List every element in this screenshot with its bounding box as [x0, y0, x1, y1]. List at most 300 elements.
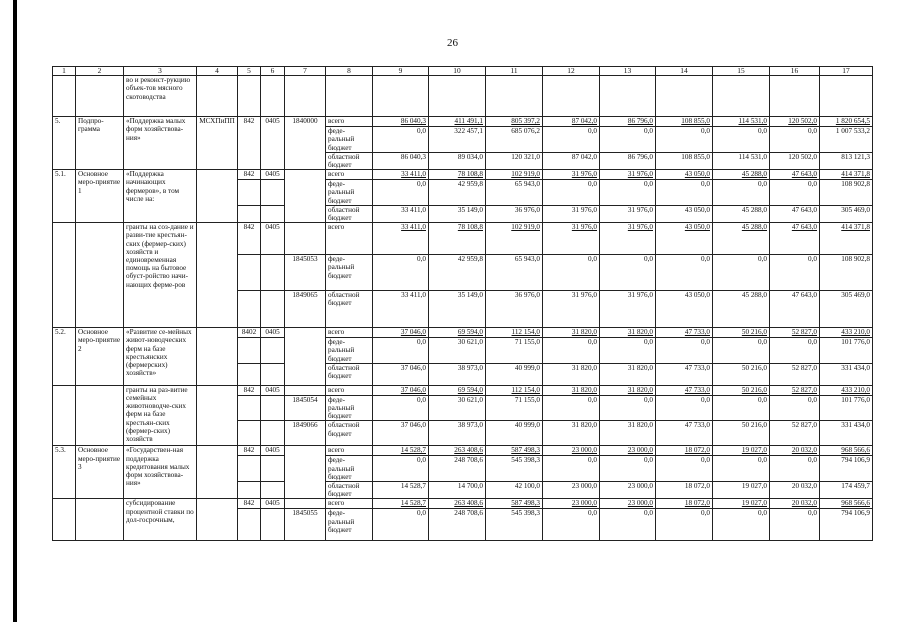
- funding-source: всего: [326, 446, 373, 456]
- amount-cell: 248 708,6: [429, 456, 486, 482]
- amount-cell: 0,0: [713, 395, 770, 421]
- amount-cell: 0,0: [373, 395, 429, 421]
- amount-cell: 108 902,8: [820, 255, 873, 291]
- amount-cell: 545 398,3: [486, 456, 543, 482]
- amount-cell: 42 959,8: [429, 180, 486, 206]
- page-number: 26: [447, 37, 458, 49]
- amount-cell: 414 371,8: [820, 223, 873, 255]
- amount-cell: 52 827,0: [770, 421, 820, 446]
- amount-cell: 108 855,0: [656, 152, 713, 169]
- amount-cell: 14 528,7: [373, 482, 429, 499]
- amount-cell: 23 000,0: [600, 446, 656, 456]
- amount-cell: 31 976,0: [543, 205, 600, 222]
- code-csr: 1849065: [285, 291, 326, 328]
- amount-cell: 45 288,0: [713, 205, 770, 222]
- amount-cell: 31 976,0: [543, 223, 600, 255]
- amount-cell: 331 434,0: [820, 363, 873, 385]
- amount-cell: 20 032,0: [770, 446, 820, 456]
- amount-cell: 0,0: [600, 255, 656, 291]
- funding-source: феде-ральный бюджет: [326, 180, 373, 206]
- continued-text: во и реконст-рукцию объек-тов мясного скотоводства: [124, 76, 197, 117]
- amount-cell: 47 733,0: [656, 363, 713, 385]
- amount-cell: 31 976,0: [600, 170, 656, 180]
- amount-cell: 0,0: [543, 338, 600, 364]
- amount-cell: 0,0: [373, 509, 429, 541]
- code-csr: 1840000: [285, 117, 326, 170]
- funding-source: областной бюджет: [326, 291, 373, 328]
- code-rzpr: 0405: [261, 446, 285, 456]
- row-name: гранты на раз-витие семейных животноводче-ских ферм на базе крестьян-ских (фермер-ских) хозяйств: [124, 385, 197, 446]
- amount-cell: 322 457,1: [429, 127, 486, 153]
- amount-cell: 0,0: [600, 127, 656, 153]
- row-executor: МСХПиПП: [197, 117, 238, 170]
- amount-cell: 43 050,0: [656, 170, 713, 180]
- amount-cell: 968 566,6: [820, 499, 873, 509]
- code-csr: [285, 385, 326, 395]
- amount-cell: 35 149,0: [429, 291, 486, 328]
- amount-cell: 112 154,0: [486, 328, 543, 338]
- amount-cell: 433 210,0: [820, 385, 873, 395]
- code-rzpr-empty: [261, 205, 285, 222]
- amount-cell: 14 700,0: [429, 482, 486, 499]
- amount-cell: 31 820,0: [600, 328, 656, 338]
- amount-cell: 411 491,1: [429, 117, 486, 127]
- code-grbs-empty: [238, 255, 261, 291]
- column-header-6: 6: [261, 67, 285, 76]
- column-header-3: 3: [124, 67, 197, 76]
- funding-source: феде-ральный бюджет: [326, 338, 373, 364]
- amount-cell: 248 708,6: [429, 509, 486, 541]
- row-number: 5.1.: [53, 170, 76, 223]
- amount-cell: 47 733,0: [656, 328, 713, 338]
- code-csr: [285, 170, 326, 223]
- row-name: субсидирование процентной ставки по дол-госрочным,: [124, 499, 197, 541]
- amount-cell: 0,0: [656, 456, 713, 482]
- amount-cell: 52 827,0: [770, 363, 820, 385]
- code-grbs-empty: [238, 421, 261, 446]
- amount-cell: 33 411,0: [373, 205, 429, 222]
- code-grbs-empty: [238, 180, 261, 206]
- amount-cell: 45 288,0: [713, 291, 770, 328]
- amount-cell: 685 076,2: [486, 127, 543, 153]
- amount-cell: 0,0: [373, 338, 429, 364]
- amount-cell: 0,0: [600, 395, 656, 421]
- amount-cell: 31 820,0: [543, 328, 600, 338]
- amount-cell: 813 121,3: [820, 152, 873, 169]
- code-rzpr-empty: [261, 180, 285, 206]
- amount-cell: 40 999,0: [486, 421, 543, 446]
- amount-cell: 89 034,0: [429, 152, 486, 169]
- column-header-2: 2: [76, 67, 124, 76]
- amount-cell: 65 943,0: [486, 180, 543, 206]
- row-number: [53, 223, 76, 328]
- amount-cell: 0,0: [373, 456, 429, 482]
- amount-cell: 101 776,0: [820, 395, 873, 421]
- amount-cell: 0,0: [770, 180, 820, 206]
- code-grbs-empty: [238, 205, 261, 222]
- amount-cell: 805 397,2: [486, 117, 543, 127]
- funding-source: всего: [326, 385, 373, 395]
- code-grbs: 842: [238, 446, 261, 456]
- amount-cell: 120 321,0: [486, 152, 543, 169]
- table-body: [53, 67, 873, 541]
- amount-cell: 42 100,0: [486, 482, 543, 499]
- amount-cell: 0,0: [373, 180, 429, 206]
- code-grbs-empty: [238, 338, 261, 364]
- funding-source: областной бюджет: [326, 205, 373, 222]
- amount-cell: 37 046,0: [373, 421, 429, 446]
- amount-cell: 33 411,0: [373, 291, 429, 328]
- amount-cell: 0,0: [713, 338, 770, 364]
- amount-cell: 50 216,0: [713, 328, 770, 338]
- column-header-12: 12: [543, 67, 600, 76]
- table-row: [53, 223, 873, 255]
- amount-cell: 87 042,0: [543, 117, 600, 127]
- amount-cell: 587 498,3: [486, 499, 543, 509]
- row-executor: [197, 499, 238, 541]
- code-rzpr: 0405: [261, 499, 285, 509]
- amount-cell: 0,0: [656, 338, 713, 364]
- code-csr: [285, 446, 326, 499]
- funding-source: феде-ральный бюджет: [326, 456, 373, 482]
- code-rzpr-empty: [261, 456, 285, 482]
- amount-cell: 36 976,0: [486, 291, 543, 328]
- funding-source: всего: [326, 499, 373, 509]
- table-row: [53, 328, 873, 338]
- amount-cell: 0,0: [600, 338, 656, 364]
- amount-cell: 305 469,0: [820, 291, 873, 328]
- row-number: [53, 385, 76, 446]
- amount-cell: 31 820,0: [600, 363, 656, 385]
- amount-cell: 47 643,0: [770, 291, 820, 328]
- amount-cell: 0,0: [543, 180, 600, 206]
- amount-cell: 0,0: [713, 127, 770, 153]
- amount-cell: 45 288,0: [713, 223, 770, 255]
- amount-cell: 18 072,0: [656, 499, 713, 509]
- amount-cell: 50 216,0: [713, 363, 770, 385]
- amount-cell: 31 976,0: [600, 291, 656, 328]
- amount-cell: 14 528,7: [373, 446, 429, 456]
- amount-cell: 35 149,0: [429, 205, 486, 222]
- column-header-13: 13: [600, 67, 656, 76]
- amount-cell: 71 155,0: [486, 395, 543, 421]
- code-rzpr: 0405: [261, 223, 285, 255]
- code-grbs-empty: [238, 363, 261, 385]
- code-grbs-empty: [238, 482, 261, 499]
- amount-cell: 0,0: [770, 456, 820, 482]
- row-executor: [197, 385, 238, 446]
- code-grbs: 842: [238, 223, 261, 255]
- amount-cell: 86 796,0: [600, 117, 656, 127]
- amount-cell: 794 106,9: [820, 509, 873, 541]
- row-type: [76, 499, 124, 541]
- amount-cell: 47 733,0: [656, 421, 713, 446]
- row-executor: [197, 446, 238, 499]
- amount-cell: 78 108,8: [429, 170, 486, 180]
- amount-cell: 1 007 533,2: [820, 127, 873, 153]
- amount-cell: 47 643,0: [770, 205, 820, 222]
- amount-cell: 43 050,0: [656, 291, 713, 328]
- code-csr: 1845053: [285, 255, 326, 291]
- amount-cell: 0,0: [543, 456, 600, 482]
- amount-cell: 31 820,0: [543, 421, 600, 446]
- amount-cell: 71 155,0: [486, 338, 543, 364]
- amount-cell: 47 643,0: [770, 223, 820, 255]
- amount-cell: 50 216,0: [713, 385, 770, 395]
- amount-cell: 20 032,0: [770, 482, 820, 499]
- amount-cell: 0,0: [770, 338, 820, 364]
- row-name: «Поддержка начинающих фермеров», в том числе на:: [124, 170, 197, 223]
- table-row: [53, 499, 873, 509]
- funding-source: всего: [326, 328, 373, 338]
- row-name: «Государствен-ная поддержка кредитования малых форм хозяйствова-ния»: [124, 446, 197, 499]
- code-grbs-empty: [238, 456, 261, 482]
- amount-cell: 120 502,0: [770, 152, 820, 169]
- amount-cell: 43 050,0: [656, 223, 713, 255]
- amount-cell: 43 050,0: [656, 205, 713, 222]
- code-csr: [285, 328, 326, 386]
- amount-cell: 545 398,3: [486, 509, 543, 541]
- row-type: Основное меро-приятие 3: [76, 446, 124, 499]
- amount-cell: 108 902,8: [820, 180, 873, 206]
- amount-cell: 1 820 654,5: [820, 117, 873, 127]
- code-grbs: 8402: [238, 328, 261, 338]
- code-rzpr: 0405: [261, 328, 285, 338]
- amount-cell: 23 000,0: [543, 446, 600, 456]
- amount-cell: 174 459,7: [820, 482, 873, 499]
- funding-source: всего: [326, 170, 373, 180]
- funding-source: областной бюджет: [326, 421, 373, 446]
- amount-cell: 37 046,0: [373, 385, 429, 395]
- amount-cell: 0,0: [543, 127, 600, 153]
- amount-cell: 0,0: [770, 509, 820, 541]
- funding-source: всего: [326, 117, 373, 127]
- amount-cell: 305 469,0: [820, 205, 873, 222]
- code-grbs: 842: [238, 499, 261, 509]
- code-csr: [285, 499, 326, 509]
- column-header-4: 4: [197, 67, 238, 76]
- amount-cell: 40 999,0: [486, 363, 543, 385]
- code-csr: 1845055: [285, 509, 326, 541]
- amount-cell: 37 046,0: [373, 363, 429, 385]
- amount-cell: 69 594,0: [429, 385, 486, 395]
- budget-table: [52, 66, 873, 541]
- code-rzpr: 0405: [261, 117, 285, 170]
- code-grbs-empty: [238, 395, 261, 421]
- amount-cell: 50 216,0: [713, 421, 770, 446]
- code-grbs: 842: [238, 117, 261, 170]
- column-header-15: 15: [713, 67, 770, 76]
- funding-source: феде-ральный бюджет: [326, 127, 373, 153]
- amount-cell: 18 072,0: [656, 446, 713, 456]
- amount-cell: 23 000,0: [543, 482, 600, 499]
- row-executor: [197, 328, 238, 386]
- row-type: Подпро-грамма: [76, 117, 124, 170]
- binder-edge: [13, 0, 17, 622]
- code-rzpr-empty: [261, 363, 285, 385]
- amount-cell: 31 976,0: [600, 205, 656, 222]
- amount-cell: 0,0: [656, 395, 713, 421]
- amount-cell: 433 210,0: [820, 328, 873, 338]
- amount-cell: 263 408,6: [429, 499, 486, 509]
- row-name: «Поддержка малых форм хозяйствова-ния»: [124, 117, 197, 170]
- amount-cell: 0,0: [543, 255, 600, 291]
- amount-cell: 38 973,0: [429, 363, 486, 385]
- amount-cell: 331 434,0: [820, 421, 873, 446]
- code-grbs: 842: [238, 385, 261, 395]
- amount-cell: 19 027,0: [713, 499, 770, 509]
- amount-cell: 102 919,0: [486, 223, 543, 255]
- amount-cell: 0,0: [656, 509, 713, 541]
- amount-cell: 0,0: [543, 509, 600, 541]
- amount-cell: 0,0: [373, 255, 429, 291]
- code-grbs-empty: [238, 291, 261, 328]
- amount-cell: 78 108,8: [429, 223, 486, 255]
- amount-cell: 31 976,0: [543, 170, 600, 180]
- amount-cell: 30 621,0: [429, 395, 486, 421]
- amount-cell: 0,0: [656, 255, 713, 291]
- code-rzpr-empty: [261, 482, 285, 499]
- amount-cell: 86 796,0: [600, 152, 656, 169]
- row-type: Основное меро-приятие 2: [76, 328, 124, 386]
- amount-cell: 0,0: [600, 456, 656, 482]
- column-header-9: 9: [373, 67, 429, 76]
- amount-cell: 794 106,9: [820, 456, 873, 482]
- funding-source: областной бюджет: [326, 363, 373, 385]
- code-rzpr: 0405: [261, 170, 285, 180]
- code-csr: 1845054: [285, 395, 326, 421]
- amount-cell: 114 531,0: [713, 117, 770, 127]
- amount-cell: 30 621,0: [429, 338, 486, 364]
- amount-cell: 52 827,0: [770, 328, 820, 338]
- code-rzpr-empty: [261, 509, 285, 541]
- code-grbs-empty: [238, 509, 261, 541]
- row-type: [76, 385, 124, 446]
- row-number: [53, 499, 76, 541]
- amount-cell: 112 154,0: [486, 385, 543, 395]
- funding-source: феде-ральный бюджет: [326, 255, 373, 291]
- table-row: [53, 170, 873, 180]
- row-executor: [197, 223, 238, 328]
- amount-cell: 86 040,3: [373, 152, 429, 169]
- amount-cell: 38 973,0: [429, 421, 486, 446]
- amount-cell: 65 943,0: [486, 255, 543, 291]
- amount-cell: 968 566,6: [820, 446, 873, 456]
- row-number: 5.: [53, 117, 76, 170]
- amount-cell: 33 411,0: [373, 223, 429, 255]
- amount-cell: 108 855,0: [656, 117, 713, 127]
- continued-row: [53, 76, 873, 117]
- funding-source: областной бюджет: [326, 152, 373, 169]
- amount-cell: 23 000,0: [600, 482, 656, 499]
- row-number: 5.2.: [53, 328, 76, 386]
- table-row: [53, 446, 873, 456]
- code-rzpr-empty: [261, 421, 285, 446]
- amount-cell: 101 776,0: [820, 338, 873, 364]
- column-header-8: 8: [326, 67, 373, 76]
- amount-cell: 87 042,0: [543, 152, 600, 169]
- amount-cell: 86 040,3: [373, 117, 429, 127]
- amount-cell: 0,0: [713, 509, 770, 541]
- column-header-5: 5: [238, 67, 261, 76]
- amount-cell: 37 046,0: [373, 328, 429, 338]
- code-rzpr-empty: [261, 291, 285, 328]
- amount-cell: 120 502,0: [770, 117, 820, 127]
- column-header-11: 11: [486, 67, 543, 76]
- amount-cell: 14 528,7: [373, 499, 429, 509]
- column-header-17: 17: [820, 67, 873, 76]
- amount-cell: 52 827,0: [770, 385, 820, 395]
- amount-cell: 33 411,0: [373, 170, 429, 180]
- amount-cell: 31 820,0: [543, 363, 600, 385]
- amount-cell: 414 371,8: [820, 170, 873, 180]
- amount-cell: 0,0: [770, 127, 820, 153]
- amount-cell: 45 288,0: [713, 170, 770, 180]
- amount-cell: 0,0: [713, 180, 770, 206]
- code-rzpr: 0405: [261, 385, 285, 395]
- column-header-1: 1: [53, 67, 76, 76]
- amount-cell: 0,0: [656, 127, 713, 153]
- amount-cell: 19 027,0: [713, 446, 770, 456]
- amount-cell: 31 820,0: [543, 385, 600, 395]
- funding-source: всего: [326, 223, 373, 255]
- amount-cell: 0,0: [600, 509, 656, 541]
- amount-cell: 23 000,0: [600, 499, 656, 509]
- amount-cell: 0,0: [600, 180, 656, 206]
- amount-cell: 18 072,0: [656, 482, 713, 499]
- column-number-row: [53, 67, 873, 76]
- column-header-7: 7: [285, 67, 326, 76]
- row-name: гранты на соз-дание и разви-тие крестьян-ских (фермер-ских) хозяйств и единовременная помощь на бытовое обуст-ройство начи-нающих ферме-ров: [124, 223, 197, 328]
- amount-cell: 69 594,0: [429, 328, 486, 338]
- amount-cell: 31 976,0: [600, 223, 656, 255]
- code-rzpr-empty: [261, 255, 285, 291]
- amount-cell: 102 919,0: [486, 170, 543, 180]
- row-type: Основное меро-приятие 1: [76, 170, 124, 223]
- amount-cell: 42 959,8: [429, 255, 486, 291]
- amount-cell: 31 820,0: [600, 385, 656, 395]
- funding-source: феде-ральный бюджет: [326, 509, 373, 541]
- amount-cell: 36 976,0: [486, 205, 543, 222]
- amount-cell: 0,0: [373, 127, 429, 153]
- code-csr: [285, 223, 326, 255]
- amount-cell: 0,0: [770, 395, 820, 421]
- amount-cell: 0,0: [770, 255, 820, 291]
- amount-cell: 0,0: [713, 255, 770, 291]
- amount-cell: 19 027,0: [713, 482, 770, 499]
- amount-cell: 0,0: [656, 180, 713, 206]
- code-rzpr-empty: [261, 395, 285, 421]
- amount-cell: 31 820,0: [600, 421, 656, 446]
- row-number: 5.3.: [53, 446, 76, 499]
- code-grbs: 842: [238, 170, 261, 180]
- code-csr: 1849066: [285, 421, 326, 446]
- table-row: [53, 385, 873, 395]
- amount-cell: 263 408,6: [429, 446, 486, 456]
- column-header-10: 10: [429, 67, 486, 76]
- amount-cell: 47 733,0: [656, 385, 713, 395]
- funding-source: феде-ральный бюджет: [326, 395, 373, 421]
- column-header-16: 16: [770, 67, 820, 76]
- amount-cell: 23 000,0: [543, 499, 600, 509]
- amount-cell: 20 032,0: [770, 499, 820, 509]
- amount-cell: 114 531,0: [713, 152, 770, 169]
- amount-cell: 31 976,0: [543, 291, 600, 328]
- row-type: [76, 223, 124, 328]
- table-row: [53, 117, 873, 127]
- row-name: «Развитие се-мейных живот-новодческих ферм на базе крестьянских (фермерских) хозяйств»: [124, 328, 197, 386]
- funding-source: областной бюджет: [326, 482, 373, 499]
